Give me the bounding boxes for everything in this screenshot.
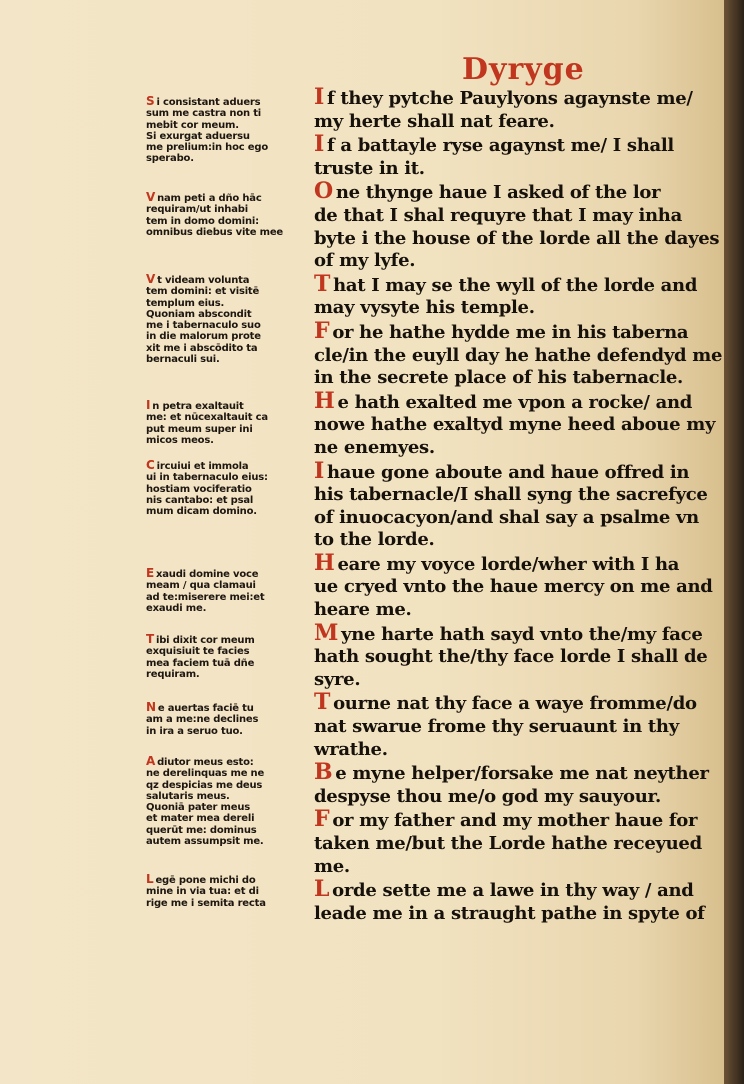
latin-line	[146, 204, 306, 215]
rubric-initial: V	[146, 190, 156, 204]
latin-verse	[146, 702, 306, 737]
english-text: nat swarue frome thy seruaunt in thy	[314, 716, 679, 738]
english-line	[314, 297, 724, 320]
latin-text: am a me:ne declines	[146, 714, 259, 726]
latin-line	[146, 472, 306, 483]
english-line	[314, 205, 724, 228]
english-line	[314, 345, 724, 368]
latin-line	[146, 726, 306, 737]
english-line	[314, 228, 724, 251]
latin-text: mea faciem tuā dñe	[146, 657, 255, 669]
latin-verse	[146, 96, 306, 165]
latin-text: nis cantabo: et psal	[146, 494, 254, 506]
rubric-initial: L	[146, 872, 154, 886]
latin-line	[146, 580, 306, 591]
english-text: de that I shal requyre that I may inha	[314, 204, 682, 226]
latin-text: sperabo.	[146, 153, 194, 165]
rubric-initial: C	[146, 458, 155, 472]
english-line	[314, 856, 724, 879]
english-text: f they pytche Pauylyons agaynste me/	[327, 88, 693, 109]
english-line	[314, 833, 724, 856]
english-line	[314, 878, 724, 903]
latin-text: me: et nūcexaltauit ca	[146, 412, 268, 424]
latin-verse	[146, 568, 306, 614]
latin-line	[146, 400, 306, 412]
english-text: eare my voyce lorde/wher with I ha	[337, 553, 680, 575]
latin-text: t videam volunta	[157, 275, 250, 286]
rubric-capital: H	[314, 549, 335, 576]
rubric-capital: L	[314, 876, 330, 903]
latin-text: exaudi me.	[146, 602, 207, 614]
latin-line	[146, 802, 306, 813]
latin-line	[146, 108, 306, 119]
english-line	[314, 761, 724, 786]
english-text: or my father and my mother haue for	[332, 810, 698, 832]
rubric-capital: F	[314, 806, 330, 833]
latin-line	[146, 898, 306, 909]
english-text: yne harte hath sayd vnto the/my face	[341, 623, 703, 645]
latin-line	[146, 343, 306, 354]
latin-text: mum dicam domino.	[146, 506, 257, 518]
latin-text: put meum super ini	[146, 423, 253, 435]
rubric-initial: A	[146, 754, 156, 768]
latin-line	[146, 669, 306, 680]
latin-line	[146, 714, 306, 725]
latin-line	[146, 131, 306, 142]
latin-text: exquisiuit te facies	[146, 646, 250, 658]
latin-line	[146, 495, 306, 506]
latin-verse	[146, 274, 306, 365]
english-line	[314, 367, 724, 390]
rubric-capital: T	[314, 270, 331, 297]
latin-line	[146, 331, 306, 342]
english-text: wrathe.	[314, 738, 388, 760]
rubric-capital: I	[314, 131, 324, 158]
english-text: syre.	[314, 668, 361, 690]
latin-line	[146, 780, 306, 791]
rubric-initial: V	[146, 272, 156, 286]
latin-line	[146, 298, 306, 309]
latin-text: rige me i semita recta	[146, 897, 266, 909]
rubric-initial: I	[146, 398, 151, 412]
english-line	[314, 250, 724, 273]
english-line	[314, 529, 724, 552]
english-line	[314, 739, 724, 762]
latin-text: egē pone michi do	[155, 875, 256, 886]
english-text: or he hathe hydde me in his taberna	[332, 321, 689, 343]
english-text: ne thynge haue I asked of the lor	[335, 182, 661, 204]
latin-text: Si exurgat aduersu	[146, 130, 250, 142]
latin-verse	[146, 192, 306, 238]
latin-verse	[146, 460, 306, 517]
latin-line	[146, 836, 306, 847]
latin-line	[146, 309, 306, 320]
english-line	[314, 133, 724, 158]
latin-text: requiram/ut inhabi	[146, 204, 248, 216]
latin-line	[146, 435, 306, 446]
english-text: e myne helper/forsake me nat neyther	[335, 763, 709, 785]
latin-text: me prelium:in hoc ego	[146, 142, 268, 154]
latin-text: meam / qua clamaui	[146, 580, 256, 592]
latin-line	[146, 216, 306, 227]
rubric-capital: T	[314, 689, 331, 716]
latin-text: diutor meus esto:	[157, 757, 254, 768]
english-text: hath sought the/thy face lorde I shall de	[314, 646, 708, 668]
english-text: my herte shall nat feare.	[314, 110, 555, 132]
latin-line	[146, 603, 306, 614]
rubric-initial: N	[146, 700, 156, 714]
english-text: byte i the house of the lorde all the dayes	[314, 227, 720, 249]
latin-verse	[146, 874, 306, 909]
latin-text: in ira a seruo tuo.	[146, 725, 243, 737]
english-text: haue gone aboute and haue offred in	[327, 461, 690, 483]
latin-text: xit me i abscōdito ta	[146, 342, 258, 354]
english-line	[314, 619, 724, 647]
latin-text: omnibus diebus vite mee	[146, 226, 284, 238]
english-text: nowe hathe exaltyd myne heed aboue my	[314, 414, 716, 436]
latin-text: requiram.	[146, 668, 200, 680]
english-line	[314, 599, 724, 622]
latin-line	[146, 424, 306, 435]
latin-line	[146, 756, 306, 768]
latin-text: me i tabernaculo suo	[146, 320, 261, 332]
latin-text: xaudi domine voce	[156, 569, 259, 580]
latin-line	[146, 768, 306, 779]
english-line	[314, 158, 724, 181]
rubric-capital: F	[314, 317, 330, 344]
english-line	[314, 437, 724, 460]
english-line	[314, 808, 724, 833]
latin-text: i consistant aduers	[156, 97, 261, 108]
english-column	[314, 86, 724, 925]
latin-text: e auertas faciē tu	[157, 703, 254, 714]
latin-line	[146, 506, 306, 517]
latin-text: templum eius.	[146, 297, 225, 309]
latin-text: ad te:miserere mei:et	[146, 591, 265, 603]
english-line	[314, 786, 724, 809]
latin-line	[146, 568, 306, 580]
english-line	[314, 716, 724, 739]
english-line	[314, 691, 724, 716]
latin-line	[146, 791, 306, 802]
latin-line	[146, 286, 306, 297]
latin-verse	[146, 400, 306, 446]
english-text: in the secrete place of his tabernacle.	[314, 367, 683, 389]
english-text: of inuocacyon/and shal say a psalme vn	[314, 506, 699, 528]
latin-line	[146, 634, 306, 646]
latin-line	[146, 825, 306, 836]
english-text: orde sette me a lawe in thy way / and	[332, 880, 694, 902]
english-line	[314, 549, 724, 577]
rubric-capital: I	[314, 457, 324, 484]
english-text: ourne nat thy face a waye fromme/do	[333, 693, 697, 715]
english-text: truste in it.	[314, 157, 425, 179]
english-line	[314, 180, 724, 205]
english-line	[314, 111, 724, 134]
latin-text: tem domini: et visitē	[146, 286, 260, 298]
rubric-initial: E	[146, 566, 154, 580]
rubric-capital: B	[314, 759, 333, 786]
latin-text: Quoniā pater meus	[146, 802, 251, 814]
rubric-capital: H	[314, 387, 335, 414]
latin-line	[146, 646, 306, 657]
english-line	[314, 646, 724, 669]
latin-text: sum me castra non ti	[146, 108, 262, 120]
english-text: me.	[314, 855, 350, 877]
english-text: taken me/but the Lorde hathe receyued	[314, 833, 702, 854]
english-text: heare me.	[314, 599, 412, 621]
latin-text: in die malorum prote	[146, 331, 261, 343]
english-text: ue cryed vnto the haue mercy on me and	[314, 576, 713, 598]
english-text: to the lorde.	[314, 529, 435, 551]
english-text: despyse thou me/o god my sauyour.	[314, 785, 662, 807]
rubric-initial: S	[146, 94, 155, 108]
latin-text: qz despicias me deus	[146, 779, 263, 791]
latin-verse	[146, 634, 306, 680]
latin-text: autem assumpsit me.	[146, 836, 264, 848]
english-text: cle/in the euyll day he hathe defendyd me	[314, 344, 723, 366]
latin-line	[146, 886, 306, 897]
latin-line	[146, 874, 306, 886]
english-line	[314, 86, 724, 111]
latin-text: querūt me: dominus	[146, 824, 257, 836]
latin-line	[146, 120, 306, 131]
latin-line	[146, 274, 306, 286]
latin-line	[146, 227, 306, 238]
english-text: leade me in a straught pathe in spyte of	[314, 902, 705, 924]
rubric-capital: M	[314, 619, 339, 646]
english-line	[314, 903, 724, 926]
latin-line	[146, 320, 306, 331]
english-line	[314, 507, 724, 530]
latin-line	[146, 813, 306, 824]
english-text: ne enemyes.	[314, 436, 435, 458]
latin-line	[146, 702, 306, 714]
rubric-initial: T	[146, 632, 154, 646]
english-line	[314, 457, 724, 485]
latin-text: n petra exaltauit	[152, 401, 244, 412]
latin-text: ui in tabernaculo eius:	[146, 472, 268, 484]
latin-line	[146, 192, 306, 204]
latin-text: ne derelinquas me ne	[146, 768, 265, 780]
latin-line	[146, 460, 306, 472]
latin-text: mebit cor meum.	[146, 119, 239, 131]
english-text: of my lyfe.	[314, 250, 416, 272]
rubric-capital: O	[314, 178, 333, 205]
latin-line	[146, 484, 306, 495]
latin-text: nam peti a dño hāc	[157, 193, 262, 204]
latin-verse	[146, 756, 306, 847]
latin-text: micos meos.	[146, 434, 214, 446]
english-text: e hath exalted me vpon a rocke/ and	[337, 391, 693, 413]
english-line	[314, 270, 724, 298]
running-header: Dyryge	[462, 52, 585, 87]
english-text: may vysyte his temple.	[314, 297, 535, 319]
latin-text: tem in domo domini:	[146, 215, 259, 227]
latin-text: Quoniam abscondit	[146, 308, 252, 320]
english-text: his tabernacle/I shall syng the sacrefyce	[314, 484, 708, 506]
latin-text: mine in via tua: et di	[146, 886, 259, 898]
latin-line	[146, 354, 306, 365]
english-line	[314, 576, 724, 599]
latin-text: ibi dixit cor meum	[156, 635, 255, 646]
english-line	[314, 414, 724, 437]
latin-text: salutaris meus.	[146, 790, 230, 802]
english-line	[314, 317, 724, 345]
latin-line	[146, 142, 306, 153]
latin-text: hostiam vociferatio	[146, 483, 252, 495]
english-line	[314, 387, 724, 415]
english-line	[314, 669, 724, 692]
latin-text: bernaculi sui.	[146, 354, 220, 366]
latin-text: et mater mea dereli	[146, 813, 255, 825]
latin-line	[146, 592, 306, 603]
latin-line	[146, 658, 306, 669]
book-gutter	[724, 0, 744, 1084]
latin-line	[146, 96, 306, 108]
latin-line	[146, 412, 306, 423]
latin-line	[146, 153, 306, 164]
english-text: hat I may se the wyll of the lorde and	[333, 274, 698, 296]
english-text: f a battayle ryse agaynst me/ I shall	[327, 135, 674, 157]
latin-text: ircuiui et immola	[156, 461, 249, 472]
english-line	[314, 484, 724, 507]
rubric-capital: I	[314, 84, 324, 110]
